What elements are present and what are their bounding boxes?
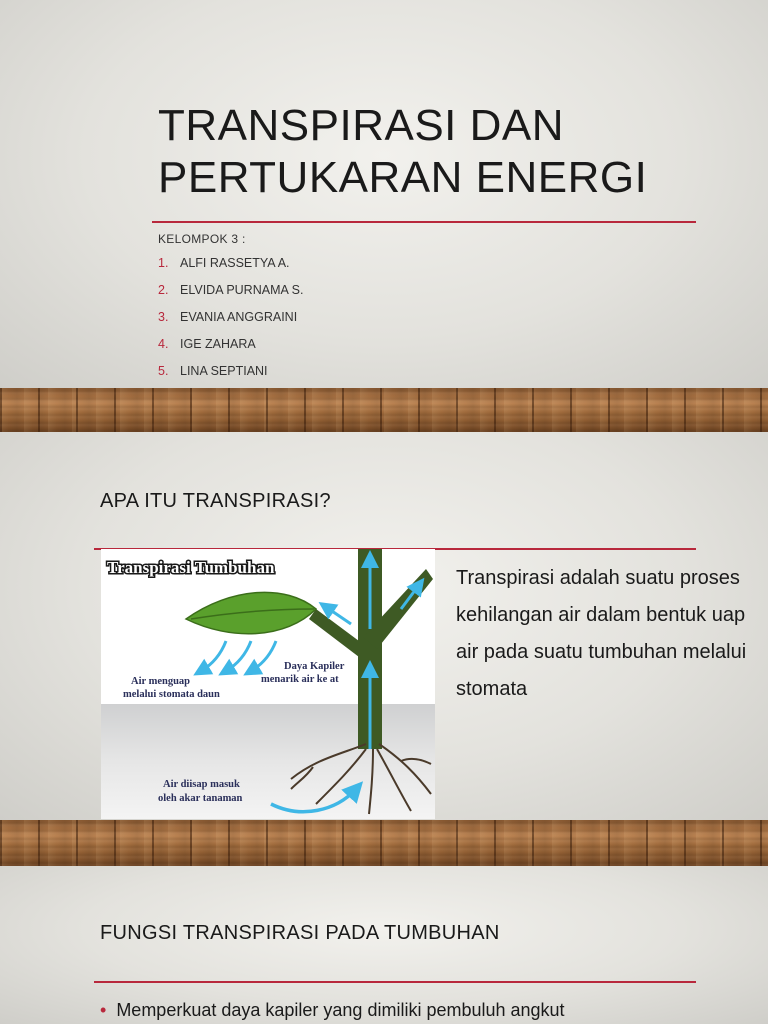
absorb-label-2: oleh akar tanaman xyxy=(158,793,243,804)
bullet-text: Memperkuat daya kapiler yang dimiliki pembuluh angkut xyxy=(116,1000,565,1020)
transpiration-diagram xyxy=(101,549,435,819)
definition-text: Transpirasi adalah suatu proses kehilangan air dalam bentuk uap air pada suatu tumbuhan melalui stomata xyxy=(456,567,747,700)
member-name: LINA SEPTIANI xyxy=(180,364,268,378)
slide-title xyxy=(158,100,718,204)
list-item xyxy=(158,256,303,283)
member-name: ELVIDA PURNAMA S. xyxy=(180,283,304,297)
list-number: 3. xyxy=(158,310,169,324)
list-item xyxy=(158,310,303,337)
title-slide xyxy=(0,0,768,388)
bullet-dot: • xyxy=(100,1000,107,1020)
list-item xyxy=(100,1000,565,1021)
list-item xyxy=(158,364,303,388)
evaporate-label-2: melalui stomata daun xyxy=(123,689,220,700)
capillary-label-2: menarik air ke at xyxy=(261,674,339,685)
list-item xyxy=(158,337,303,364)
list-item xyxy=(158,283,303,310)
diagram-title: Transpirasi Tumbuhan xyxy=(107,558,275,577)
group-label: KELOMPOK 3 : xyxy=(158,232,246,246)
title-divider xyxy=(152,221,696,223)
list-number: 4. xyxy=(158,337,169,351)
heading-divider xyxy=(94,981,696,983)
wood-floor-divider xyxy=(0,388,768,432)
capillary-label-1: Daya Kapiler xyxy=(284,661,345,672)
list-number: 2. xyxy=(158,283,169,297)
slide-heading: FUNGSI TRANSPIRASI PADA TUMBUHAN xyxy=(100,922,500,944)
title-line-2: PERTUKARAN ENERGI xyxy=(158,153,648,202)
list-number: 5. xyxy=(158,364,169,378)
definition-slide xyxy=(0,432,768,820)
title-line-1: TRANSPIRASI DAN xyxy=(158,101,565,150)
list-number: 1. xyxy=(158,256,169,270)
slide-heading: APA ITU TRANSPIRASI? xyxy=(100,490,331,512)
diagram-illustration xyxy=(101,549,435,819)
member-name: IGE ZAHARA xyxy=(180,337,256,351)
absorb-label-1: Air diisap masuk xyxy=(163,779,240,790)
member-name: ALFI RASSETYA A. xyxy=(180,256,290,270)
function-slide xyxy=(0,866,768,1024)
member-list xyxy=(158,256,303,388)
evaporate-label-1: Air menguap xyxy=(131,676,191,687)
member-name: EVANIA ANGGRAINI xyxy=(180,310,298,324)
wood-floor-divider xyxy=(0,820,768,866)
